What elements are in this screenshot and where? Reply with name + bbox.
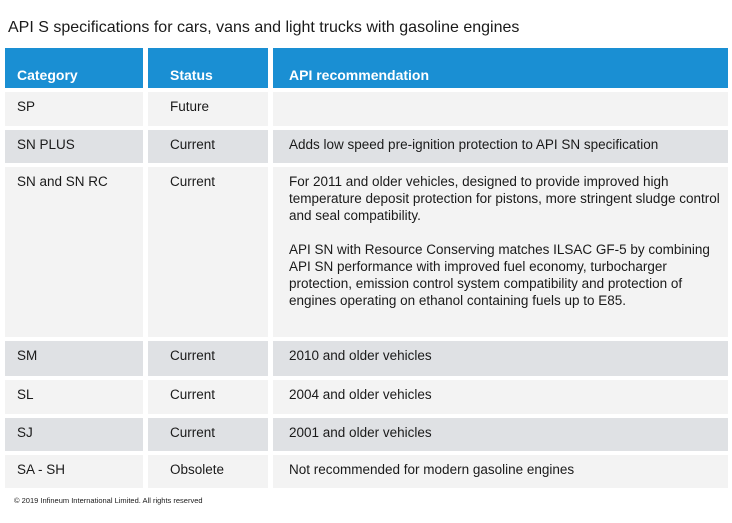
recommendation-text: 2010 and older vehicles <box>289 348 432 363</box>
recommendation-cell <box>273 380 728 414</box>
status-cell: Current <box>148 418 268 451</box>
category-cell: SP <box>5 92 143 126</box>
category-cell: SN and SN RC <box>5 167 143 337</box>
category-cell: SL <box>5 380 143 414</box>
recommendation-text: Adds low speed pre-ignition protection to API SN specification <box>289 137 659 152</box>
recommendation-cell <box>273 418 728 451</box>
copyright-footer: © 2019 Infineum International Limited. All rights reserved <box>14 496 203 505</box>
recommendation-cell <box>273 455 728 488</box>
status-cell: Future <box>148 92 268 126</box>
api-spec-table <box>5 48 728 492</box>
table-row <box>5 167 728 337</box>
recommendation-cell <box>273 130 728 163</box>
header-status: Status <box>148 48 268 88</box>
recommendation-text: 2004 and older vehicles <box>289 387 432 402</box>
recommendation-text: Not recommended for modern gasoline engines <box>289 462 575 477</box>
status-cell: Obsolete <box>148 455 268 488</box>
table-row <box>5 92 728 126</box>
table-row <box>5 380 728 414</box>
recommendation-cell <box>273 341 728 376</box>
status-cell: Current <box>148 130 268 163</box>
table-row <box>5 130 728 163</box>
recommendation-text: For 2011 and older vehicles, designed to provide improved high temperature deposit protection for pistons, more stringent sludge control and seal compatibility. <box>289 174 720 223</box>
page-title: API S specifications for cars, vans and light trucks with gasoline engines <box>8 19 520 36</box>
table-row <box>5 455 728 488</box>
recommendation-text: API SN with Resource Conserving matches ILSAC GF-5 by combining API SN performance with improved fuel economy, turbocharger protection, emission control system compatibility and protection of engines operating on ethanol containing fuels up to E85. <box>289 242 710 308</box>
category-cell: SA - SH <box>5 455 143 488</box>
status-cell: Current <box>148 167 268 337</box>
recommendation-cell <box>273 92 728 126</box>
table-header-row <box>5 48 728 88</box>
category-cell: SJ <box>5 418 143 451</box>
status-cell: Current <box>148 341 268 376</box>
table-row <box>5 418 728 451</box>
category-cell: SN PLUS <box>5 130 143 163</box>
recommendation-cell <box>273 167 728 337</box>
table-row <box>5 341 728 376</box>
category-cell: SM <box>5 341 143 376</box>
recommendation-text: 2001 and older vehicles <box>289 425 432 440</box>
status-cell: Current <box>148 380 268 414</box>
header-recommendation: API recommendation <box>273 48 728 88</box>
header-category: Category <box>5 48 143 88</box>
